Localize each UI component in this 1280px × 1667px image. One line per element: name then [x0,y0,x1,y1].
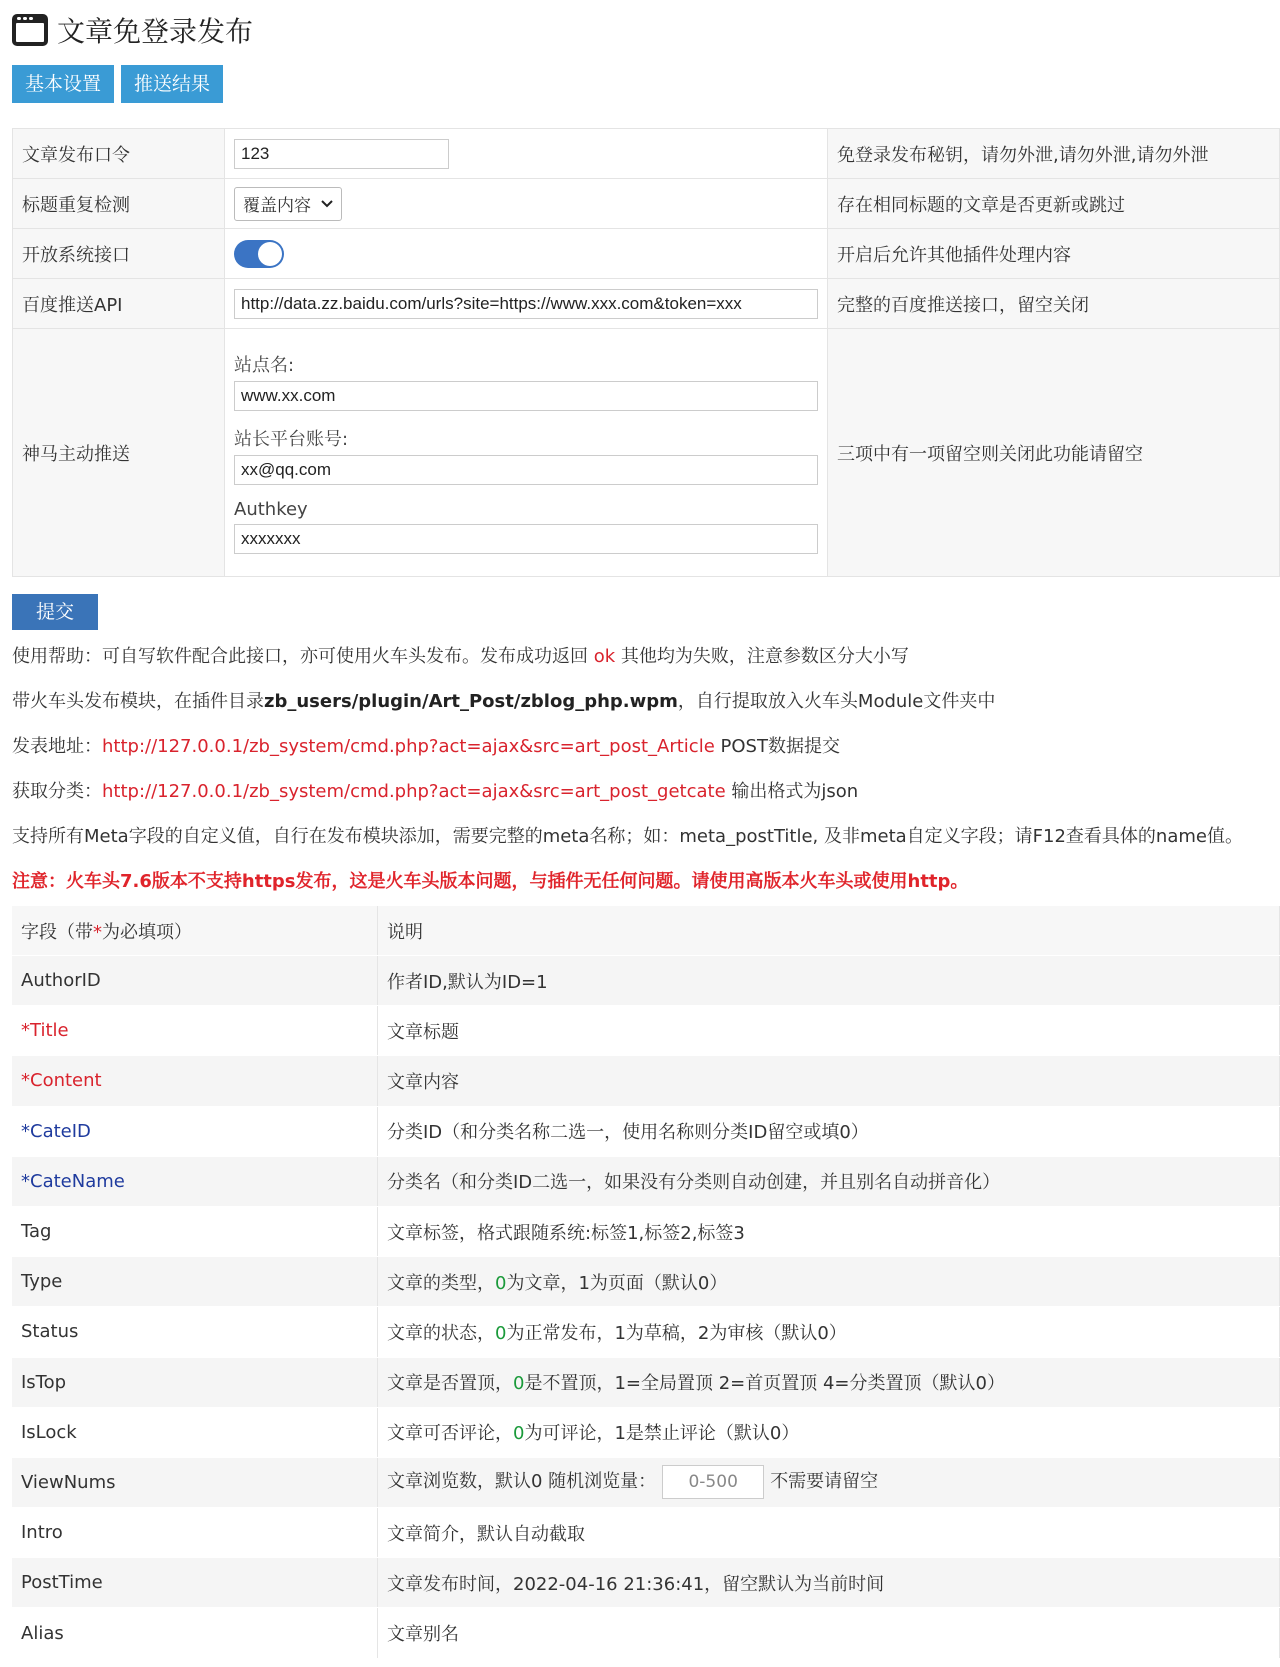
setting-label: 神马主动推送 [13,329,225,577]
help-line-4 [12,777,858,803]
settings-row-token [13,129,1280,179]
fields-table [12,906,1280,1659]
duplicate-select-value: 覆盖内容 [243,196,311,216]
help-line-3 [12,732,840,758]
help-line-5: 支持所有Meta字段的自定义值，自行在发布模块添加，需要完整的meta名称；如：meta_postTitle, 及非meta自定义字段；请F12查看具体的name值。 [12,826,1243,847]
authkey-label: Authkey [234,499,308,520]
account-input[interactable] [234,455,818,485]
api-toggle[interactable] [234,240,284,268]
help-line-2 [12,687,995,713]
help-text: POST数据提交 [714,736,840,757]
setting-label: 开放系统接口 [13,229,225,279]
page-header [12,10,253,50]
authkey-input[interactable] [234,524,818,554]
table-row [12,1307,1280,1357]
field-desc: 作者ID,默认为ID=1 [378,956,1280,1006]
table-row [12,1156,1280,1206]
table-row [12,1508,1280,1558]
setting-desc: 三项中有一项留空则关闭此功能请留空 [828,329,1280,577]
field-name: Alias [12,1608,378,1658]
help-text: ，自行提取放入火车头Module文件夹中 [677,691,996,712]
table-row [12,1006,1280,1056]
setting-desc: 开启后允许其他插件处理内容 [828,229,1280,279]
field-desc: 文章浏览数，默认0 随机浏览量： 0-500 不需要请留空 [378,1457,1280,1507]
table-row [12,1558,1280,1608]
field-desc: 文章是否置顶，0是不置顶，1=全局置顶 2=首页置顶 4=分类置顶（默认0） [378,1357,1280,1407]
account-label: 站长平台账号: [234,429,349,450]
duplicate-select[interactable] [234,187,342,221]
token-input[interactable] [234,139,449,169]
category-url-link[interactable]: http://127.0.0.1/zb_system/cmd.php?act=ajax&src=art_post_getcate [102,781,726,802]
setting-label: 标题重复检测 [13,179,225,229]
settings-table [12,128,1280,577]
field-desc: 文章简介，默认自动截取 [378,1508,1280,1558]
tab-basic-settings[interactable]: 基本设置 [12,65,114,103]
field-desc: 文章可否评论，0为可评论，1是禁止评论（默认0） [378,1407,1280,1457]
setting-desc: 完整的百度推送接口，留空关闭 [828,279,1280,329]
field-name: IsTop [12,1357,378,1407]
field-desc: 文章标签，格式跟随系统:标签1,标签2,标签3 [378,1206,1280,1256]
table-header [12,906,1280,956]
site-name-label: 站点名: [234,355,295,376]
help-text: 获取分类： [12,781,102,802]
field-desc: 文章的类型，0为文章，1为页面（默认0） [378,1257,1280,1307]
submit-button[interactable]: 提交 [12,594,98,630]
table-row [12,1608,1280,1658]
desc-column-header: 说明 [378,906,1280,956]
help-line-1 [12,642,909,668]
field-name: AuthorID [12,956,378,1006]
field-desc: 文章发布时间，2022-04-16 21:36:41，留空默认为当前时间 [378,1558,1280,1608]
field-desc: 文章内容 [378,1056,1280,1106]
module-path: zb_users/plugin/Art_Post/zblog_php.wpm [264,691,678,712]
settings-row-baidu [13,279,1280,329]
table-row [12,1056,1280,1106]
field-desc: 文章别名 [378,1608,1280,1658]
field-desc: 文章的状态，0为正常发布，1为草稿，2为审核（默认0） [378,1307,1280,1357]
table-row [12,1106,1280,1156]
field-column-header: 字段（带*为必填项） [12,906,378,956]
setting-desc: 免登录发布秘钥，请勿外泄,请勿外泄,请勿外泄 [828,129,1280,179]
field-name: Intro [12,1508,378,1558]
table-row [12,1357,1280,1407]
field-name: *Content [12,1056,378,1106]
help-text: 使用帮助：可自写软件配合此接口，亦可使用火车头发布。发布成功返回 [12,646,594,667]
tab-push-results[interactable]: 推送结果 [121,65,223,103]
field-desc: 文章标题 [378,1006,1280,1056]
table-row [12,1257,1280,1307]
field-desc: 分类名（和分类ID二选一，如果没有分类则自动创建，并且别名自动拼音化） [378,1156,1280,1206]
field-name: PostTime [12,1558,378,1608]
table-row [12,956,1280,1006]
field-name: Tag [12,1206,378,1256]
table-row [12,1457,1280,1507]
help-text: 发表地址： [12,736,102,757]
site-name-input[interactable] [234,381,818,411]
field-name: ViewNums [12,1457,378,1507]
settings-row-shenma [13,329,1280,577]
field-name: *CateName [12,1156,378,1206]
random-views-input[interactable]: 0-500 [662,1465,764,1499]
field-name: *Title [12,1006,378,1056]
page-title: 文章免登录发布 [57,15,254,48]
field-name: *CateID [12,1106,378,1156]
table-row [12,1206,1280,1256]
publish-url-link[interactable]: http://127.0.0.1/zb_system/cmd.php?act=ajax&src=art_post_Article [102,736,715,757]
setting-label: 百度推送API [13,279,225,329]
warning-notice: 注意：火车头7.6版本不支持https发布，这是火车头版本问题，与插件无任何问题。请使用高版本火车头或使用http。 [12,871,969,892]
help-text: 输出格式为json [725,781,859,802]
settings-row-duplicate [13,179,1280,229]
help-text: 带火车头发布模块，在插件目录 [12,691,264,712]
field-name: IsLock [12,1407,378,1457]
tab-bar [12,65,223,103]
baidu-api-input[interactable] [234,289,818,319]
setting-desc: 存在相同标题的文章是否更新或跳过 [828,179,1280,229]
settings-row-api [13,229,1280,279]
field-desc: 分类ID（和分类名称二选一，使用名称则分类ID留空或填0） [378,1106,1280,1156]
window-icon [12,14,48,46]
field-name: Type [12,1257,378,1307]
field-name: Status [12,1307,378,1357]
ok-keyword: ok [593,646,616,667]
setting-label: 文章发布口令 [13,129,225,179]
help-text: 其他均为失败，注意参数区分大小写 [615,646,909,667]
table-row [12,1407,1280,1457]
chevron-down-icon [321,200,333,208]
